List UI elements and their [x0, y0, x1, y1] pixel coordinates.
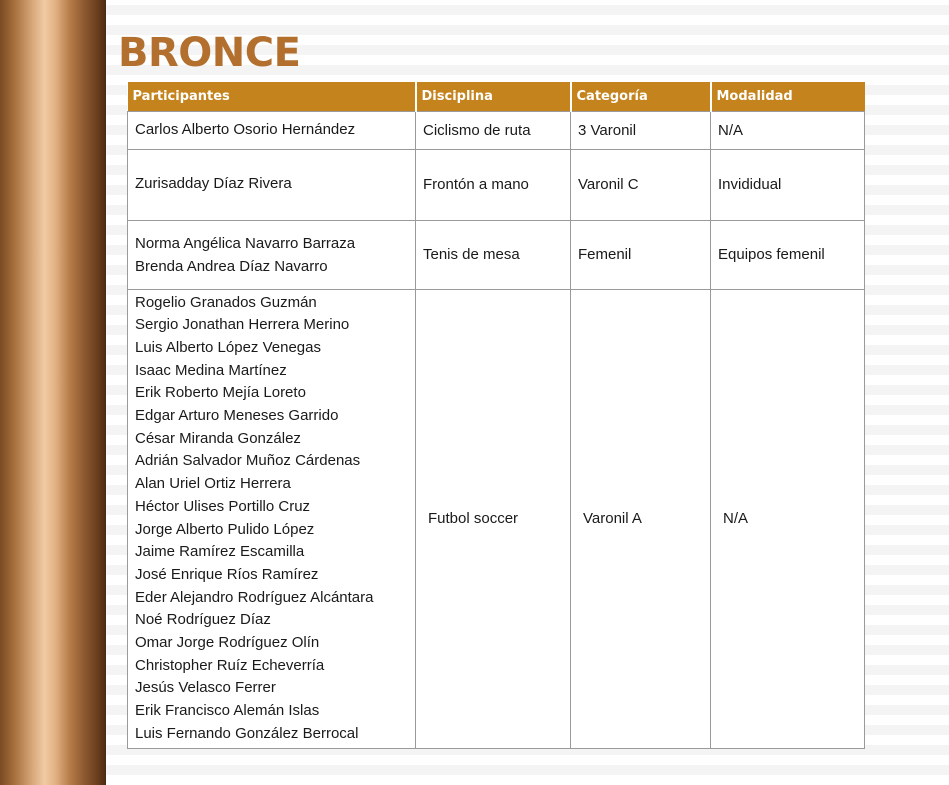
category-cell: 3 Varonil [571, 111, 711, 149]
header-participantes: Participantes [128, 82, 416, 111]
category-cell: Varonil C [571, 149, 711, 220]
participant-name: Alan Uriel Ortiz Herrera [135, 475, 291, 493]
participant-name: Luis Fernando González Berrocal [135, 724, 359, 742]
participant-name: Zurisadday Díaz Rivera [135, 175, 292, 193]
header-disciplina: Disciplina [416, 82, 571, 111]
participant-name: Noé Rodríguez Díaz [135, 611, 271, 629]
participant-name: Jesús Velasco Ferrer [135, 679, 276, 697]
modality-cell: Equipos femenil [711, 220, 865, 289]
bronze-medal-table [127, 82, 865, 749]
participant-name: Héctor Ulises Portillo Cruz [135, 497, 311, 515]
participant-name: Sergio Jonathan Herrera Merino [135, 316, 350, 334]
bronze-decorative-stripe [0, 0, 106, 785]
discipline-cell: Ciclismo de ruta [416, 111, 571, 149]
table-row [128, 220, 865, 289]
participant-name: Rogelio Granados Guzmán [135, 293, 317, 311]
participant-name: Isaac Medina Martínez [135, 361, 287, 379]
modality-cell: N/A [711, 289, 865, 748]
participant-name: Jorge Alberto Pulido López [135, 520, 315, 538]
participant-name: Omar Jorge Rodríguez Olín [135, 634, 320, 652]
participants-cell [128, 289, 416, 748]
participant-name: Christopher Ruíz Echeverría [135, 656, 325, 674]
modality-cell: N/A [711, 111, 865, 149]
participant-name: César Miranda González [135, 429, 301, 447]
discipline-cell: Futbol soccer [416, 289, 571, 748]
participant-name: Luis Alberto López Venegas [135, 338, 321, 356]
participant-name: Eder Alejandro Rodríguez Alcántara [135, 588, 374, 606]
page-title: BRONCE [118, 30, 301, 76]
discipline-cell: Frontón a mano [416, 149, 571, 220]
participants-cell [128, 149, 416, 220]
participant-name: Erik Francisco Alemán Islas [135, 702, 320, 720]
header-categoria: Categoría [571, 82, 711, 111]
participant-name: Brenda Andrea Díaz Navarro [135, 257, 328, 275]
participant-name: Jaime Ramírez Escamilla [135, 543, 305, 561]
header-modalidad: Modalidad [711, 82, 865, 111]
category-cell: Femenil [571, 220, 711, 289]
table-row [128, 289, 865, 748]
participant-name: José Enrique Ríos Ramírez [135, 565, 319, 583]
table-header-row [128, 82, 865, 111]
participants-cell [128, 111, 416, 149]
participant-name: Edgar Arturo Meneses Garrido [135, 407, 339, 425]
participant-name: Carlos Alberto Osorio Hernández [135, 120, 356, 138]
discipline-cell: Tenis de mesa [416, 220, 571, 289]
modality-cell: Invididual [711, 149, 865, 220]
category-cell: Varonil A [571, 289, 711, 748]
participant-name: Erik Roberto Mejía Loreto [135, 384, 306, 402]
participant-name: Norma Angélica Navarro Barraza [135, 234, 356, 252]
table-row [128, 111, 865, 149]
table-row [128, 149, 865, 220]
participants-cell [128, 220, 416, 289]
participant-name: Adrián Salvador Muñoz Cárdenas [135, 452, 361, 470]
